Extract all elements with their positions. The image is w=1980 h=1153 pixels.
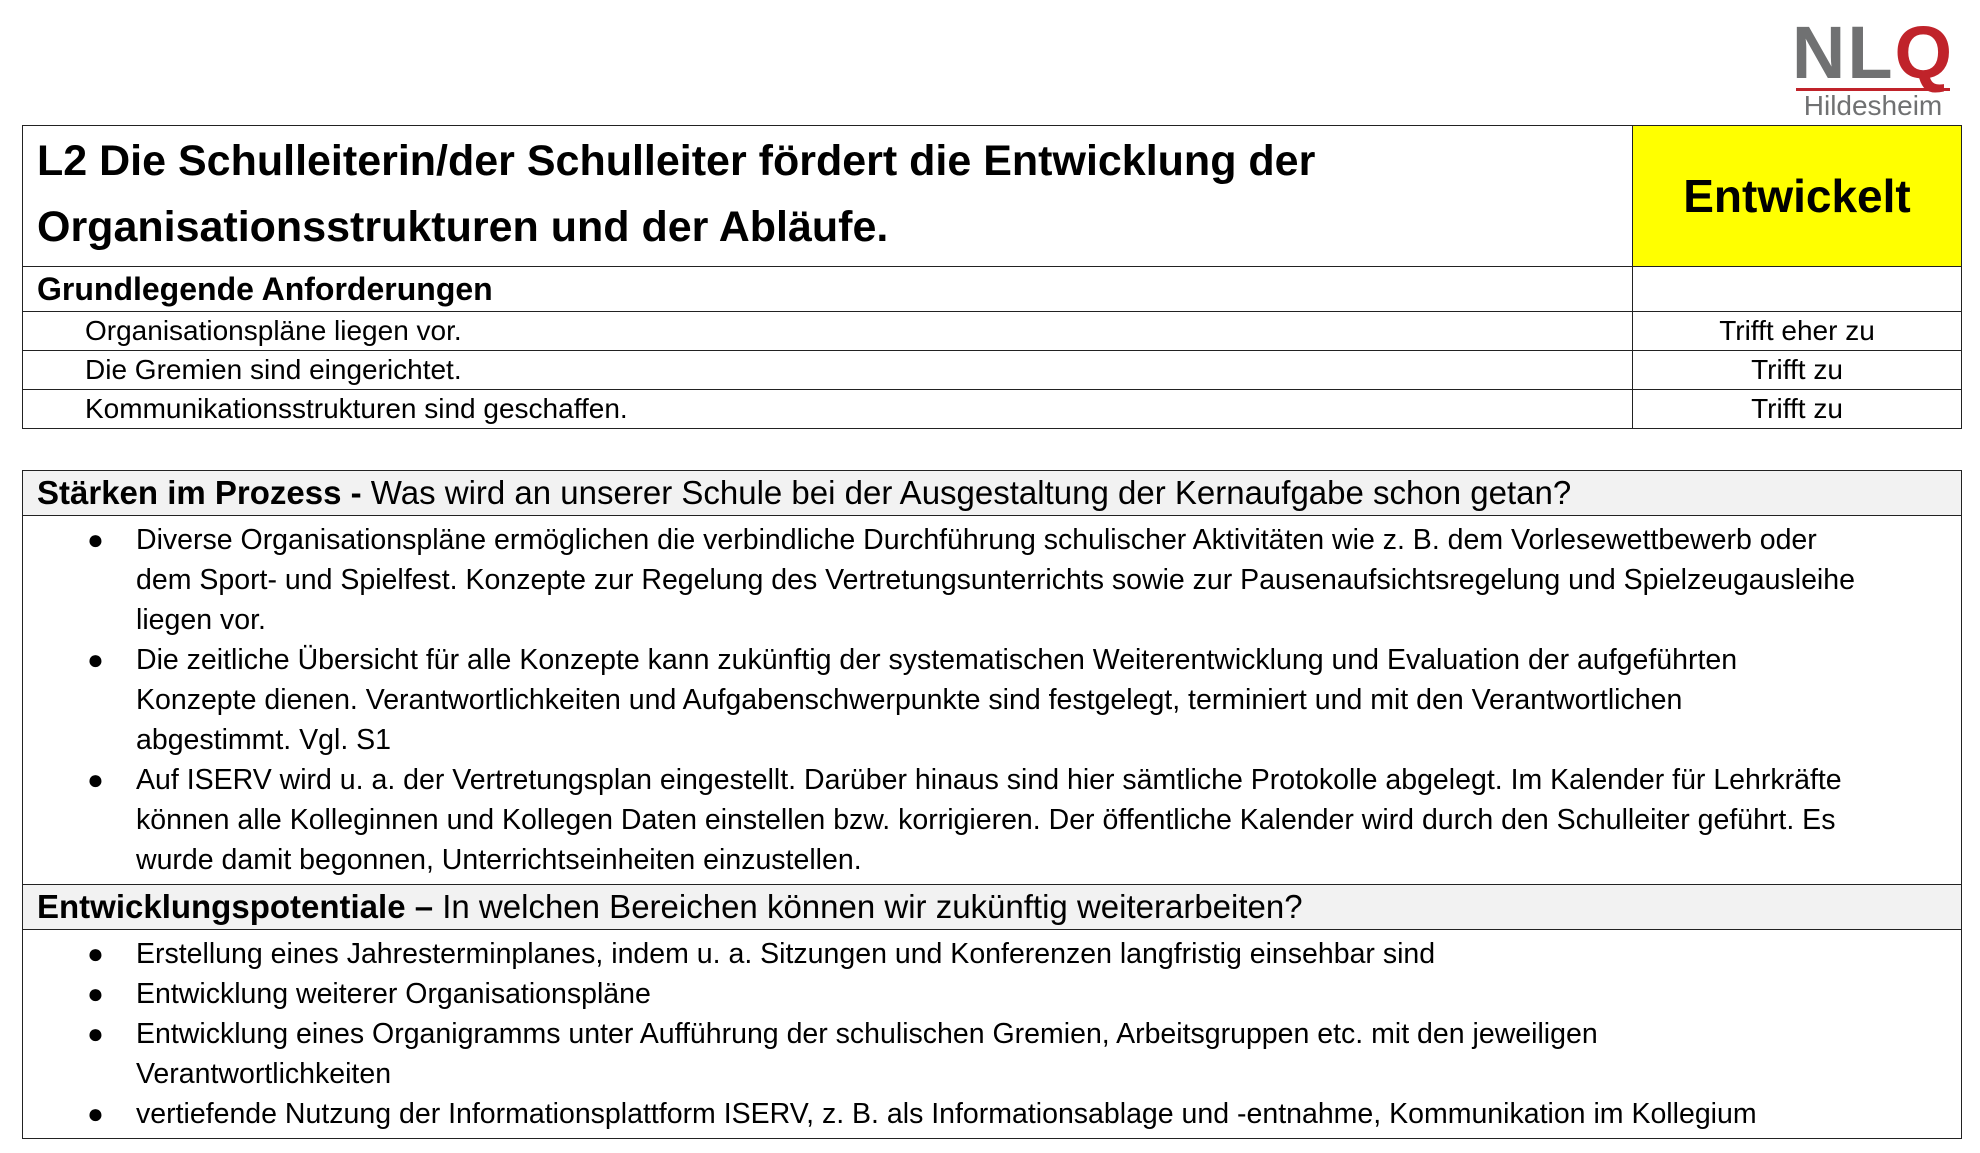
list-item-line: Entwicklung weiterer Organisationspläne (136, 978, 651, 1010)
bullet-icon: ● (87, 938, 104, 969)
bullet-icon: ● (87, 1018, 104, 1049)
bullet-icon: ● (87, 524, 104, 555)
criteria-table (22, 125, 1962, 429)
list-item-line: liegen vor. (136, 604, 266, 636)
nlq-logo (1788, 11, 1958, 121)
list-item-line: Konzepte dienen. Verantwortlichkeiten und Aufgabenschwerpunkte sind festgelegt, terminiert und mit den Verantwortlichen (136, 684, 1683, 716)
list-item (23, 974, 1931, 1014)
requirement-label: Kommunikationsstrukturen sind geschaffen. (23, 390, 1633, 429)
criterion-title-line1: L2 Die Schulleiterin/der Schulleiter fördert die Entwicklung der (37, 137, 1316, 185)
list-item-line: Die zeitliche Übersicht für alle Konzepte kann zukünftig der systematischen Weiterentwicklung und Evaluation der aufgeführten (136, 644, 1738, 676)
list-item (23, 1014, 1931, 1094)
potentials-heading-text: In welchen Bereichen können wir zukünftig weiterarbeiten? (433, 888, 1303, 925)
list-item (23, 640, 1931, 760)
list-item-line: können alle Kolleginnen und Kollegen Daten einstellen bzw. korrigieren. Der öffentliche Kalender wird durch den Schulleiter geführt. Es (136, 804, 1836, 836)
requirement-value: Trifft eher zu (1633, 312, 1962, 351)
list-item-line: wurde damit begonnen, Unterrichtseinheiten einzustellen. (136, 844, 862, 876)
list-item-line: vertiefende Nutzung der Informationsplattform ISERV, z. B. als Informationsablage und -entnahme, Kommunikation im Kollegium (136, 1098, 1757, 1130)
requirement-row (23, 390, 1962, 429)
list-item (23, 520, 1931, 640)
requirement-label: Organisationspläne liegen vor. (23, 312, 1633, 351)
requirement-row (23, 351, 1962, 390)
requirements-heading-empty (1633, 267, 1962, 312)
requirements-heading: Grundlegende Anforderungen (23, 267, 1633, 312)
bullet-icon: ● (87, 1098, 104, 1129)
list-item (23, 760, 1931, 880)
potentials-list-cell (23, 930, 1962, 1139)
list-item-line: Entwicklung eines Organigramms unter Aufführung der schulischen Gremien, Arbeitsgruppen etc. mit den jeweiligen (136, 1018, 1598, 1050)
list-item-line: Diverse Organisationspläne ermöglichen die verbindliche Durchführung schulischer Aktivitäten wie z. B. dem Vorlesewettbewerb oder (136, 524, 1817, 556)
list-item-line: dem Sport- und Spielfest. Konzepte zur Regelung des Vertretungsunterrichts sowie zur Pausenaufsichtsregelung und Spielzeugausleihe (136, 564, 1855, 596)
list-item-line: Verantwortlichkeiten (136, 1058, 392, 1090)
strengths-heading-text: Was wird an unserer Schule bei der Ausgestaltung der Kernaufgabe schon getan? (361, 474, 1572, 511)
requirement-label: Die Gremien sind eingerichtet. (23, 351, 1633, 390)
potentials-heading (23, 885, 1962, 930)
criterion-title-line2: Organisationsstrukturen und der Abläufe. (37, 203, 889, 251)
requirement-value: Trifft zu (1633, 351, 1962, 390)
requirement-row (23, 312, 1962, 351)
logo-subtitle: Hildesheim (1796, 88, 1950, 121)
strengths-list (23, 520, 1931, 880)
strengths-heading-bold: Stärken im Prozess - (37, 474, 362, 511)
list-item-line: abgestimmt. Vgl. S1 (136, 724, 392, 756)
list-item-line: Auf ISERV wird u. a. der Vertretungsplan eingestellt. Darüber hinaus sind hier sämtliche Protokolle abgelegt. Im Kalender für Lehrkräfte (136, 764, 1842, 796)
bullet-icon: ● (87, 644, 104, 675)
bullet-icon: ● (87, 764, 104, 795)
strengths-list-cell (23, 516, 1962, 885)
list-item (23, 934, 1931, 974)
strengths-heading (23, 471, 1962, 516)
bullet-icon: ● (87, 978, 104, 1009)
process-table (22, 470, 1962, 1139)
requirement-value: Trifft zu (1633, 390, 1962, 429)
logo-wordmark: NLQ (1791, 11, 1955, 94)
list-item (23, 1094, 1931, 1134)
status-badge: Entwickelt (1633, 126, 1962, 267)
list-item-line: Erstellung eines Jahresterminplanes, indem u. a. Sitzungen und Konferenzen langfristig einsehbar sind (136, 938, 1436, 970)
potentials-heading-bold: Entwicklungspotentiale – (37, 888, 434, 925)
criterion-title (23, 126, 1633, 267)
potentials-list (23, 934, 1931, 1134)
